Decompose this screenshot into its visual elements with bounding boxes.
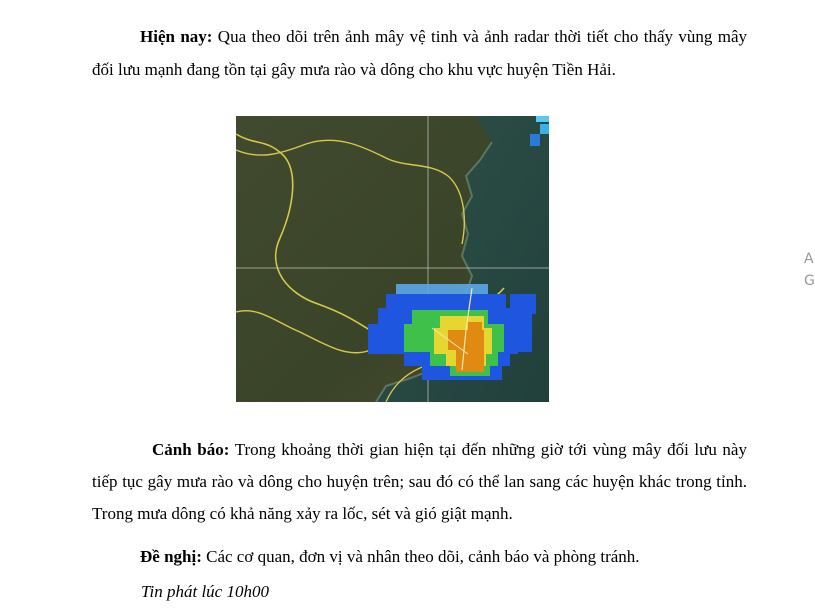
side-letter-g: G	[804, 273, 815, 289]
paragraph-current-situation	[92, 20, 747, 86]
issued-time: Tin phát lúc 10h00	[141, 582, 269, 601]
paragraph-warning	[92, 434, 747, 530]
label-warning: Cảnh báo:	[152, 440, 230, 459]
text-current: Qua theo dõi trên ảnh mây vệ tinh và ảnh radar thời tiết cho thấy vùng mây đối lưu mạnh đang tồn tại gây mưa rào và dông cho khu vực huyện Tiền Hải.	[92, 27, 747, 79]
label-recommendation: Đề nghị:	[140, 547, 202, 566]
side-letter-a: A	[804, 251, 814, 267]
radar-satellite-image	[236, 116, 549, 402]
text-warning: Trong khoảng thời gian hiện tại đến những giờ tới vùng mây đối lưu này tiếp tục gây mưa rào và dông cho huyện trên; sau đó có thể lan sang các huyện khác trong tỉnh. Trong mưa dông có khả năng xảy ra lốc, sét và gió giật mạnh.	[92, 440, 747, 523]
label-current: Hiện nay:	[140, 27, 213, 46]
radar-map-svg	[236, 116, 549, 402]
paragraph-recommendation	[140, 540, 740, 573]
side-letters	[804, 248, 815, 292]
text-recommendation: Các cơ quan, đơn vị và nhân theo dõi, cảnh báo và phòng tránh.	[201, 547, 640, 566]
